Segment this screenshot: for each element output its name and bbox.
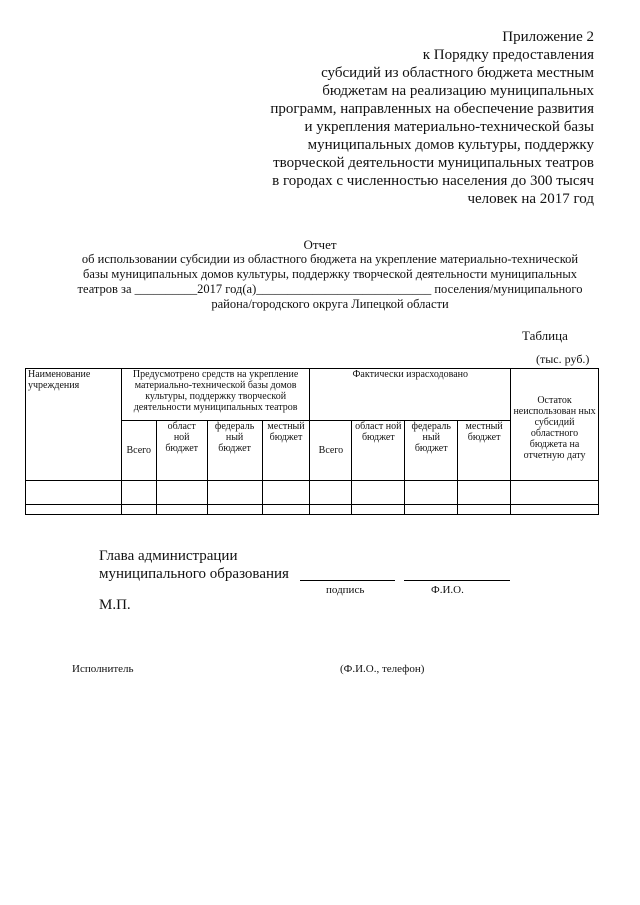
sub-header-regional: област ной бюджет [352,421,405,481]
sub-header-federal: федераль ный бюджет [207,421,262,481]
table-cell[interactable] [207,505,262,515]
table-label: Таблица [522,328,568,343]
table-cell[interactable] [121,481,156,505]
table-cell[interactable] [511,505,599,515]
appendix-line: и укрепления материально-технической базы [304,119,594,135]
subtitle-line: района/городского округа Липецкой области [211,297,449,311]
table-cell[interactable] [310,505,352,515]
appendix-line: программ, направленных на обеспечение развития [270,101,594,117]
table-cell[interactable] [511,481,599,505]
signature-line[interactable] [300,580,395,581]
appendix-line: человек на 2017 год [467,191,594,207]
sub-header-regional: област ной бюджет [156,421,207,481]
head-title-line2: муниципального образования [99,566,289,582]
subtitle-line: об использовании субсидии из областного бюджета на укрепление материально-технической [81,252,579,266]
appendix-line: субсидий из областного бюджета местным [321,65,594,81]
sub-header-total: Всего [310,421,352,481]
table-cell[interactable] [405,481,458,505]
col-header-name: Наименование учреждения [26,369,122,481]
subtitle-line: театров за __________2017 год(а)____________________________ поселения/муниципального [77,282,583,296]
col-header-remainder: Остаток неиспользован ных субсидий областного бюджета на отчетную дату [511,369,599,481]
table-cell[interactable] [352,505,405,515]
table-cell[interactable] [458,481,511,505]
col-header-actual: Фактически израсходовано [310,369,511,421]
report-table [25,368,599,515]
col-header-planned: Предусмотрено средств на укрепление материально-технической базы домов культуры, поддержку творческой деятельности муниципальных театров [121,369,310,421]
appendix-line: творческой деятельности муниципальных театров [273,155,594,171]
table-cell[interactable] [458,505,511,515]
appendix-header [234,28,594,208]
table-row[interactable] [26,481,599,505]
report-subtitle [60,252,600,312]
report-title: Отчет [303,237,337,252]
sub-header-total: Всего [121,421,156,481]
appendix-line: в городах с численностью населения до 300 тысяч [272,173,594,189]
fio-line[interactable] [404,580,510,581]
appendix-line: бюджетам на реализацию муниципальных [322,83,594,99]
stamp-label: М.П. [99,597,131,613]
executor-label: Исполнитель [72,663,134,675]
sub-header-local: местный бюджет [458,421,511,481]
table-cell[interactable] [405,505,458,515]
table-cell[interactable] [156,505,207,515]
table-cell[interactable] [262,505,310,515]
table-cell[interactable] [310,481,352,505]
head-title-line1: Глава администрации [99,548,238,564]
appendix-line: муниципальных домов культуры, поддержку [307,137,594,153]
table-cell[interactable] [26,505,122,515]
executor-hint: (Ф.И.О., телефон) [340,663,425,675]
appendix-line: Приложение 2 [502,29,594,45]
table-row[interactable] [26,505,599,515]
table-cell[interactable] [262,481,310,505]
appendix-line: к Порядку предоставления [422,47,594,63]
subtitle-line: базы муниципальных домов культуры, поддержку творческой деятельности муниципальных [83,267,577,281]
fio-caption: Ф.И.О. [431,584,464,596]
table-cell[interactable] [26,481,122,505]
table-cell[interactable] [207,481,262,505]
sub-header-local: местный бюджет [262,421,310,481]
table-cell[interactable] [121,505,156,515]
signature-caption: подпись [326,584,365,596]
units-label: (тыс. руб.) [536,352,590,366]
table-cell[interactable] [156,481,207,505]
sub-header-federal: федераль ный бюджет [405,421,458,481]
table-cell[interactable] [352,481,405,505]
